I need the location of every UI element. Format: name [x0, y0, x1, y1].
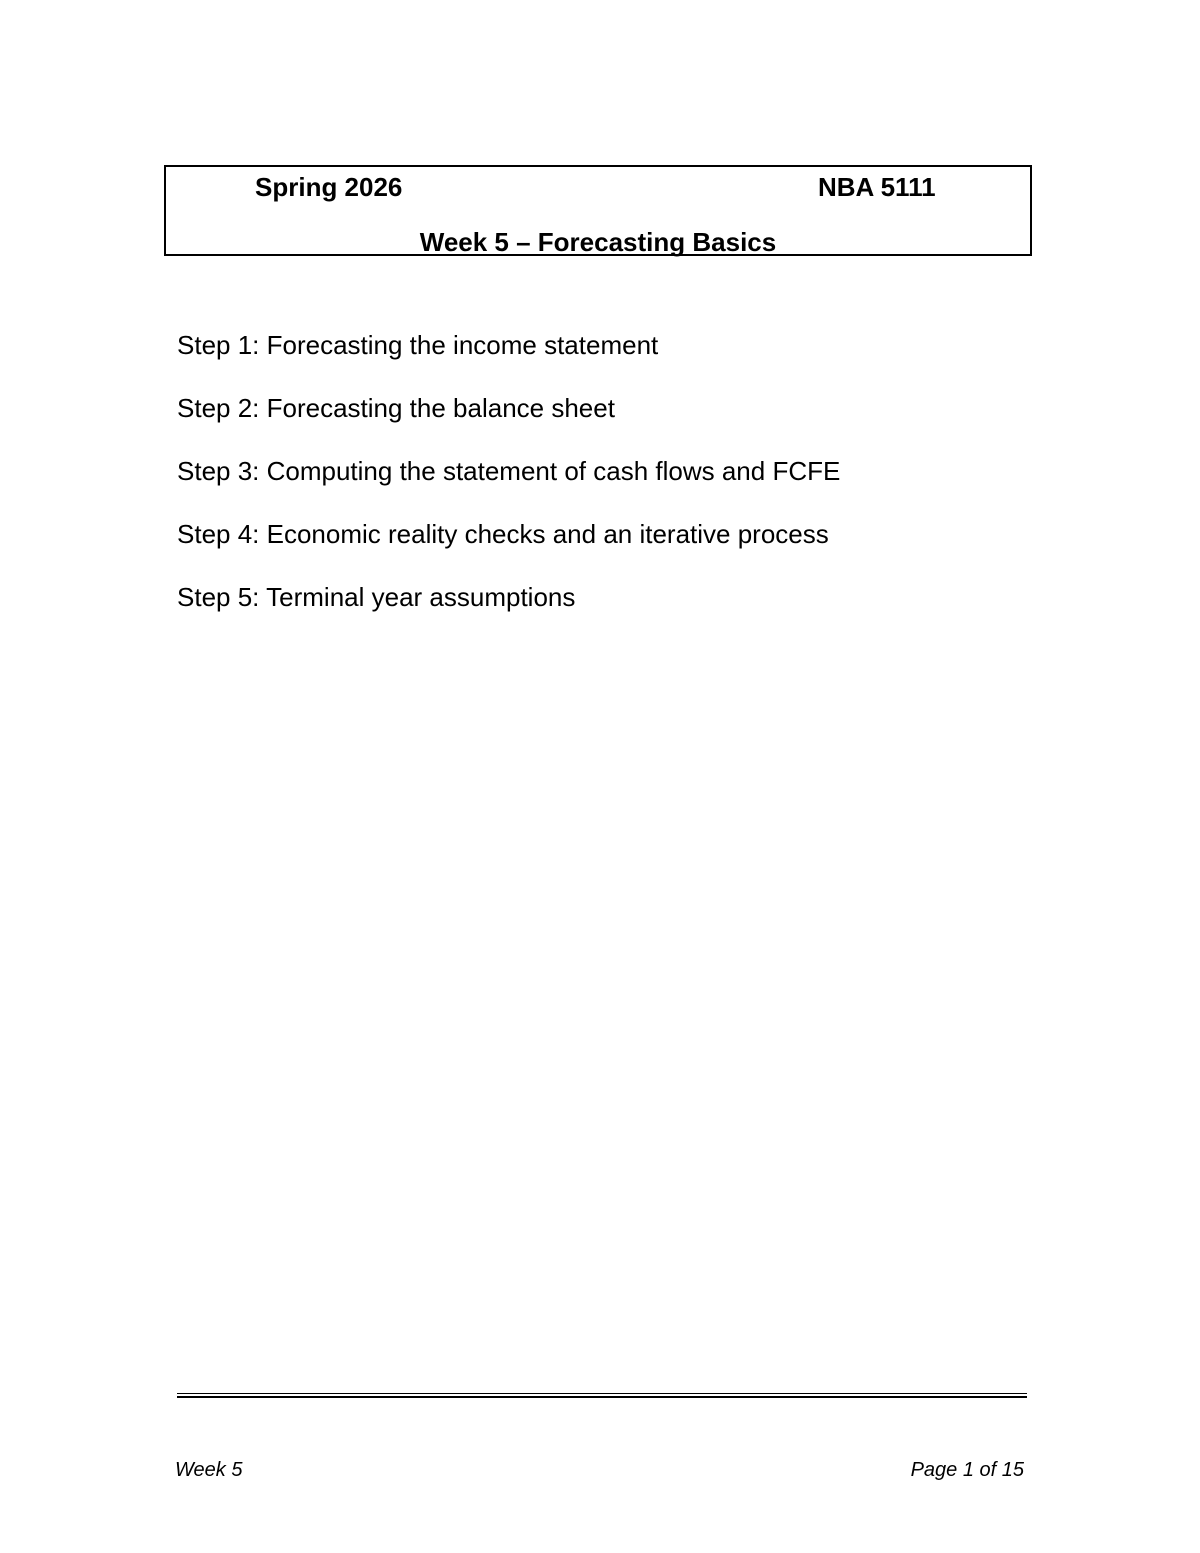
- step-item: Step 3: Computing the statement of cash flows and FCFE: [177, 456, 841, 486]
- step-item: Step 4: Economic reality checks and an iterative process: [177, 519, 829, 549]
- step-item: Step 2: Forecasting the balance sheet: [177, 393, 615, 423]
- footer-divider: [177, 1393, 1027, 1398]
- header-box: [164, 165, 1032, 256]
- page-title: Week 5 – Forecasting Basics: [419, 227, 777, 257]
- course-code: NBA 5111: [818, 172, 936, 202]
- step-item: Step 5: Terminal year assumptions: [177, 582, 576, 612]
- steps-list: [177, 330, 840, 645]
- step-item: Step 1: Forecasting the income statement: [177, 330, 659, 360]
- footer-week-label: Week 5: [175, 1459, 243, 1481]
- term-label: Spring 2026: [255, 172, 403, 202]
- footer-page-number: Page 1 of 15: [910, 1459, 1024, 1481]
